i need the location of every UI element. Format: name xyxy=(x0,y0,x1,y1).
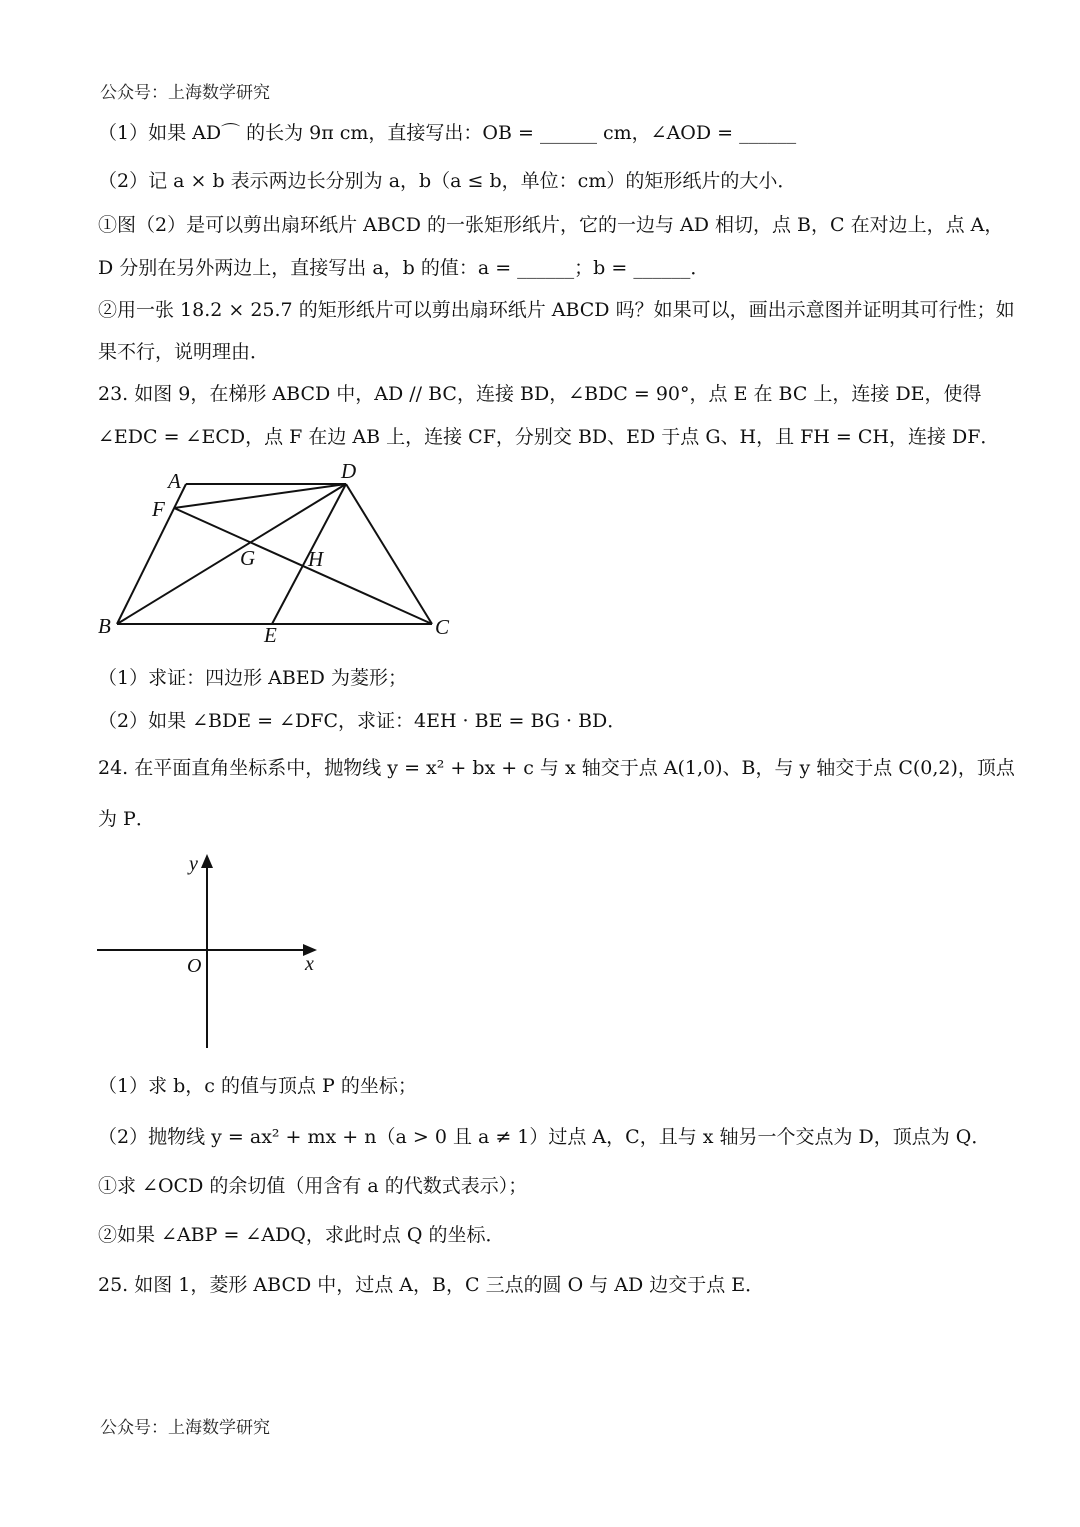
problem-24-part-1: （1）求 b，c 的值与顶点 P 的坐标； xyxy=(98,1075,417,1097)
label-A: A xyxy=(168,469,181,493)
problem-23-line-1: 23. 如图 9，在梯形 ABCD 中，AD // BC，连接 BD，∠BDC = 90°，点 E 在 BC 上，连接 DE，使得 xyxy=(98,383,982,405)
label-E: E xyxy=(264,623,277,647)
text-line-6: 果不行，说明理由． xyxy=(98,341,270,363)
figure-9-trapezoid xyxy=(90,458,470,648)
problem-24-part-2: （2）抛物线 y = ax² + mx + n（a > 0 且 a ≠ 1）过点 A，C，且与 x 轴另一个交点为 D，顶点为 Q． xyxy=(98,1126,991,1148)
text-line-3: ①图（2）是可以剪出扇环纸片 ABCD 的一张矩形纸片，它的一边与 AD 相切，点 B，C 在对边上，点 A， xyxy=(98,214,1004,236)
problem-24-line-1: 24. 在平面直角坐标系中，抛物线 y = x² + bx + c 与 x 轴交于点 A(1,0)、B，与 y 轴交于点 C(0,2)，顶点 xyxy=(98,757,1015,779)
problem-25-line-1: 25. 如图 1，菱形 ABCD 中，过点 A，B，C 三点的圆 O 与 AD 边交于点 E． xyxy=(98,1274,765,1296)
problem-24-sub-1: ①求 ∠OCD 的余切值（用含有 a 的代数式表示）； xyxy=(98,1175,528,1197)
text-line-1: （1）如果 AD⌒ 的长为 9π cm，直接写出：OB = ______ cm，∠AOD = ______ xyxy=(98,122,797,144)
text-line-5: ②用一张 18.2 × 25.7 的矩形纸片可以剪出扇环纸片 ABCD 吗？如果可以，画出示意图并证明其可行性；如 xyxy=(98,299,1015,321)
text-line-4: D 分别在另外两边上，直接写出 a，b 的值：a = ______；b = ______． xyxy=(98,257,710,279)
header-watermark-bottom: 公众号：上海数学研究 xyxy=(100,1418,270,1438)
text-line-2: （2）记 a × b 表示两边长分别为 a，b（a ≤ b，单位：cm）的矩形纸片的大小． xyxy=(98,170,797,192)
label-H: H xyxy=(308,547,324,571)
label-F: F xyxy=(152,497,165,521)
axis-label-y: y xyxy=(189,853,198,875)
coordinate-axes-figure xyxy=(95,848,335,1058)
problem-24-line-2: 为 P． xyxy=(98,808,155,830)
origin-label-O: O xyxy=(187,955,202,977)
axis-label-x: x xyxy=(305,953,314,975)
label-D: D xyxy=(341,459,357,483)
problem-24-sub-2: ②如果 ∠ABP = ∠ADQ，求此时点 Q 的坐标． xyxy=(98,1224,505,1246)
label-C: C xyxy=(435,615,450,639)
problem-23-part-1: （1）求证：四边形 ABED 为菱形； xyxy=(98,667,407,689)
header-watermark-top: 公众号：上海数学研究 xyxy=(100,83,270,103)
label-B: B xyxy=(98,614,111,638)
problem-23-part-2: （2）如果 ∠BDE = ∠DFC，求证：4EH · BE = BG · BD． xyxy=(98,710,627,732)
label-G: G xyxy=(240,546,256,570)
problem-23-line-2: ∠EDC = ∠ECD，点 F 在边 AB 上，连接 CF，分别交 BD、ED 于点 G、H，且 FH = CH，连接 DF． xyxy=(98,426,1000,448)
